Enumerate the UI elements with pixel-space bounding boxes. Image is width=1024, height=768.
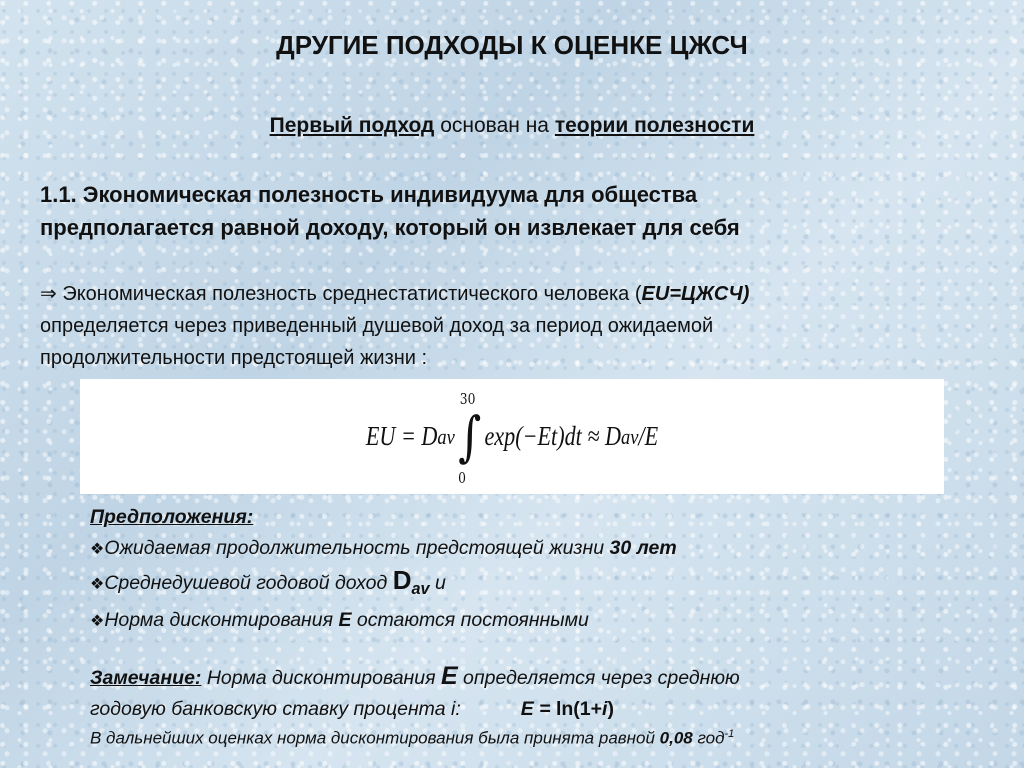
remark-formula-close: ) [607,698,614,720]
remark-symbol: E [440,662,458,690]
note-value: 0,08 [659,728,693,748]
integral-upper-limit: 30 [459,389,476,408]
assumption-text: Среднедушевой годовой доход [104,572,393,594]
note-exponent: -1 [724,728,735,740]
assumption-item [90,565,990,605]
remark-text: определяется через среднюю [457,667,740,689]
remark-symbol: i [450,698,456,720]
assumption-text: Норма дисконтирования [104,608,339,631]
assumption-symbol: D [392,565,412,595]
remark-formula-ln: ln(1+ [550,698,603,720]
implication-text-a: Экономическая полезность среднестатистического человека ( [56,283,642,305]
implies-arrow-icon: ⇒ [40,283,57,305]
remark-formula-lhs: E = [520,698,551,720]
assumptions-heading: Предположения: [90,506,254,528]
note-line [90,722,1000,751]
implication-line1 [40,278,1000,310]
remark-text: годовую банковскую ставку процента [90,698,451,720]
assumptions-block [90,502,990,637]
assumption-item [90,533,990,565]
note-text: В дальнейших оценках норма дисконтирования была принята равной [90,728,660,748]
formula-lhs: EU = D [365,421,438,451]
point-1-1 [40,178,1000,244]
point-1-1-line2: предполагается равной доходу, который он извлекает для себя [40,215,740,240]
formula-sub1: av [437,423,455,449]
integral-lower-limit: 0 [458,468,466,487]
formula-box [80,379,944,494]
point-1-1-line1: 1.1. Экономическая полезность индивидуума для общества [40,182,698,207]
implication-line3: продолжительности предстоящей жизни : [40,347,428,369]
page-title: ДРУГИЕ ПОДХОДЫ К ОЦЕНКЕ ЦЖСЧ [276,30,748,60]
remark-formula-i: i [602,698,608,720]
remark-colon: : [455,698,461,720]
assumption-value: E [338,608,352,631]
formula-sub2: av [620,423,639,449]
diamond-bullet-icon: ❖ [90,541,105,558]
subtitle-first-approach: Первый подход [269,114,435,137]
assumption-text: Ожидаемая продолжительность предстоящей жизни [104,537,610,559]
formula [158,379,866,494]
remark-line1 [90,661,990,694]
formula-integrand: exp(−Et)dt ≈ D [484,421,621,451]
assumption-item [90,605,990,637]
subtitle-connector: основан на [434,114,555,137]
subtitle [0,114,1024,138]
note-unit: год [692,728,725,748]
integral-sign-icon: ∫ 30 0 [458,389,482,487]
remark-line2 [90,694,990,725]
diamond-bullet-icon: ❖ [90,612,105,630]
remark-block [90,661,990,725]
implication-eu-term: EU=ЦЖСЧ) [641,283,750,305]
assumption-tail: остаются постоянными [351,608,589,631]
implication-line2: определяется через приведенный душевой доход за период ожидаемой [40,315,714,337]
remark-text: Норма дисконтирования [201,667,441,689]
assumption-value: 30 лет [609,537,677,559]
subtitle-utility-theory: теории полезности [554,114,755,137]
assumption-tail: и [429,572,446,594]
remark-heading: Замечание: [90,667,202,689]
diamond-bullet-icon: ❖ [90,576,105,593]
implication-paragraph [40,278,1000,374]
formula-rhs: /E [638,421,659,451]
assumption-subscript: av [411,579,430,598]
